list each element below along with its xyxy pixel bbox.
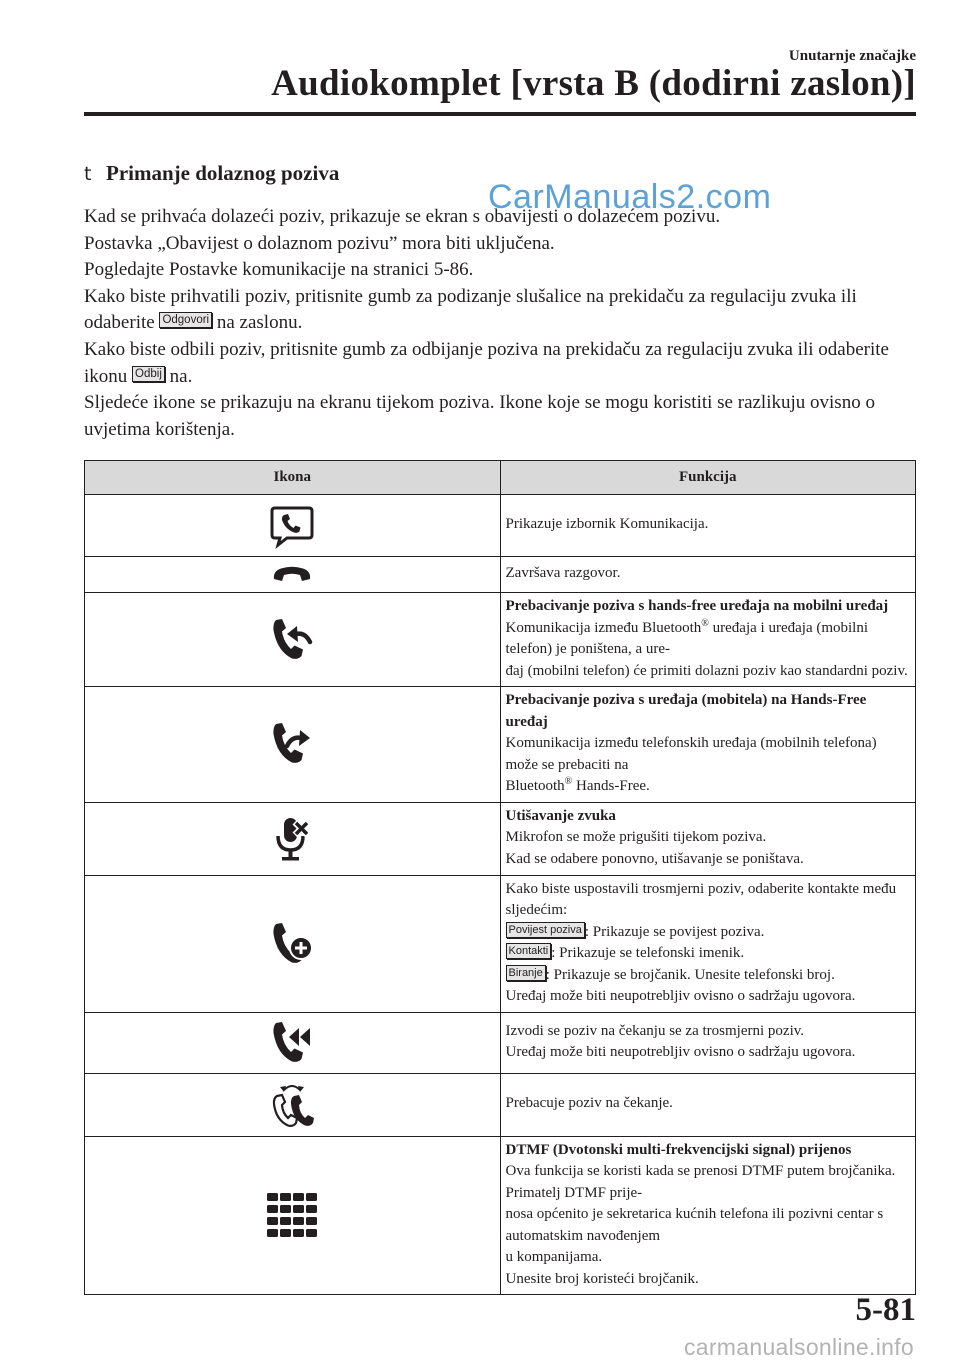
function-cell [500,687,916,803]
option-text: : Prikazuje se brojčanik. Unesite telefonski broj. [545,966,835,983]
merge-call-icon [85,1012,501,1073]
paragraph [84,337,924,390]
function-description: Komunikacija između telefonskih uređaja (mobilnih telefona) može se prebaciti na [505,735,877,773]
paragraph-text: na. [164,365,193,387]
registered-mark: ® [564,776,573,787]
section-marker: t [84,163,92,185]
transfer-to-handsfree-icon [85,687,501,803]
paragraph-text: na zaslonu. [212,312,303,334]
end-call-icon [85,557,501,593]
paragraph: Pogledajte Postavke komunikacije na stranici 5-86. [84,259,474,281]
function-description: Izvodi se poziv na čekanju se za trosmjerni poziv. [505,1022,805,1039]
add-call-icon [85,875,501,1012]
table-row [85,875,916,1012]
description-text: uređaja i uređaja (mobilni telefon) je poništena, a ure- [505,619,869,657]
description-text: Bluetooth [505,778,565,794]
function-cell: Prebacuje poziv na čekanje. [500,1073,916,1136]
function-description: đaj (mobilni telefon) će primiti dolazni poziv kao standardni poziv. [505,662,908,679]
call-history-button-label: Povijest poziva [506,922,585,938]
paragraph: Postavka „Obavijest o dolaznom pozivu” mora biti uključena. [84,232,555,254]
table-header-row [85,461,916,495]
column-header-function: Funkcija [500,461,916,495]
keypad-icon [85,1136,501,1295]
function-title: Utišavanje zvuka [505,807,616,824]
page-title: Audiokomplet [vrsta B (dodirni zaslon)] [271,63,916,104]
function-title: Prebacivanje poziva s uređaja (mobitela) na Hands-Free uređaj [505,692,867,730]
table-row [85,557,916,593]
body-text [84,204,924,443]
paragraph: Sljedeće ikone se prikazuju na ekranu tijekom poziva. Ikone koje se mogu koristiti se razlikuju ovisno o uvjetima korištenja. [84,392,875,440]
section-heading-text: Primanje dolaznog poziva [106,161,340,185]
chapter-subtitle: Unutarnje značajke [788,48,916,64]
hold-call-icon [85,1073,501,1136]
function-description: nosa općenito je sekretarica kućnih telefona ili pozivni centar s automatskim navođenjem [505,1206,884,1244]
watermark: CarManuals2.com [488,178,772,216]
paragraph-text: Kako biste prihvatili poziv, pritisnite gumb za podizanje slušalice na prekidaču za regulaciju zvuka ili odaberite [84,285,857,334]
function-description: Unesite broj koristeći brojčanik. [505,1270,699,1287]
registered-mark: ® [701,617,709,629]
function-description: Kad se odabere ponovno, utišavanje se poništava. [505,850,804,867]
function-cell: Završava razgovor. [500,557,916,593]
function-title: DTMF (Dvotonski multi-frekvencijski signal) prijenos [505,1141,852,1158]
function-option [506,965,910,987]
decline-button-label: Odbij [132,366,165,382]
answer-button-label: Odgovori [159,312,212,328]
function-description [506,618,910,661]
table-row [85,687,916,803]
table-row [85,1136,916,1295]
table-row [85,802,916,875]
communication-menu-icon [85,495,501,557]
function-description: Kako biste uspostavili trosmjerni poziv, odaberite kontakte među sljedećim: [505,880,897,918]
function-title: Prebacivanje poziva s hands-free uređaja na mobilni uređaj [505,598,889,614]
function-cell [500,875,916,1012]
function-cell: Prikazuje izbornik Komunikacija. [500,495,916,557]
function-cell [500,802,916,875]
microphone-mute-icon [85,802,501,875]
column-header-icon: Ikona [85,461,501,495]
description-text: Hands-Free. [572,778,650,794]
paragraph: Kad se prihvaća dolazeći poziv, prikazuje se ekran s obavijesti o dolazećem pozivu. [84,206,721,227]
function-cell [500,593,916,687]
paragraph-text: Kako biste odbili poziv, pritisnite gumb za odbijanje poziva na prekidaču za regulaciju zvuka ili odaberite ikonu [84,338,889,387]
option-text: : Prikazuje se povijest poziva. [584,923,765,940]
table-row [85,1012,916,1073]
function-description: u kompanijama. [505,1249,603,1265]
description-text: Komunikacija između Bluetooth [505,619,702,636]
dial-button-label: Biranje [506,965,546,981]
header-rule [84,112,916,116]
function-option [506,943,910,965]
page-number: 5-81 [855,1292,916,1328]
function-description: Uređaj može biti neupotrebljiv ovisno o sadržaju ugovora. [505,988,856,1004]
transfer-to-mobile-icon [85,593,501,687]
option-text: : Prikazuje se telefonski imenik. [551,945,745,961]
paragraph [84,284,924,337]
icon-function-table [84,460,916,1295]
function-option [506,922,910,944]
function-cell [500,1012,916,1073]
table-row [85,1073,916,1136]
function-description: Ova funkcija se koristi kada se prenosi DTMF putem brojčanika. Primatelj DTMF prije- [505,1163,896,1201]
contacts-button-label: Kontakti [506,943,552,959]
table-row [85,593,916,687]
function-description: Uređaj može biti neupotrebljiv ovisno o sadržaju ugovora. [505,1044,856,1060]
section-heading [84,161,339,186]
function-description [506,776,910,798]
function-description: Mikrofon se može prigušiti tijekom poziva. [505,829,767,846]
table-row [85,495,916,557]
footer-watermark: carmanualsonline.info [683,1334,914,1360]
function-cell [500,1136,916,1295]
